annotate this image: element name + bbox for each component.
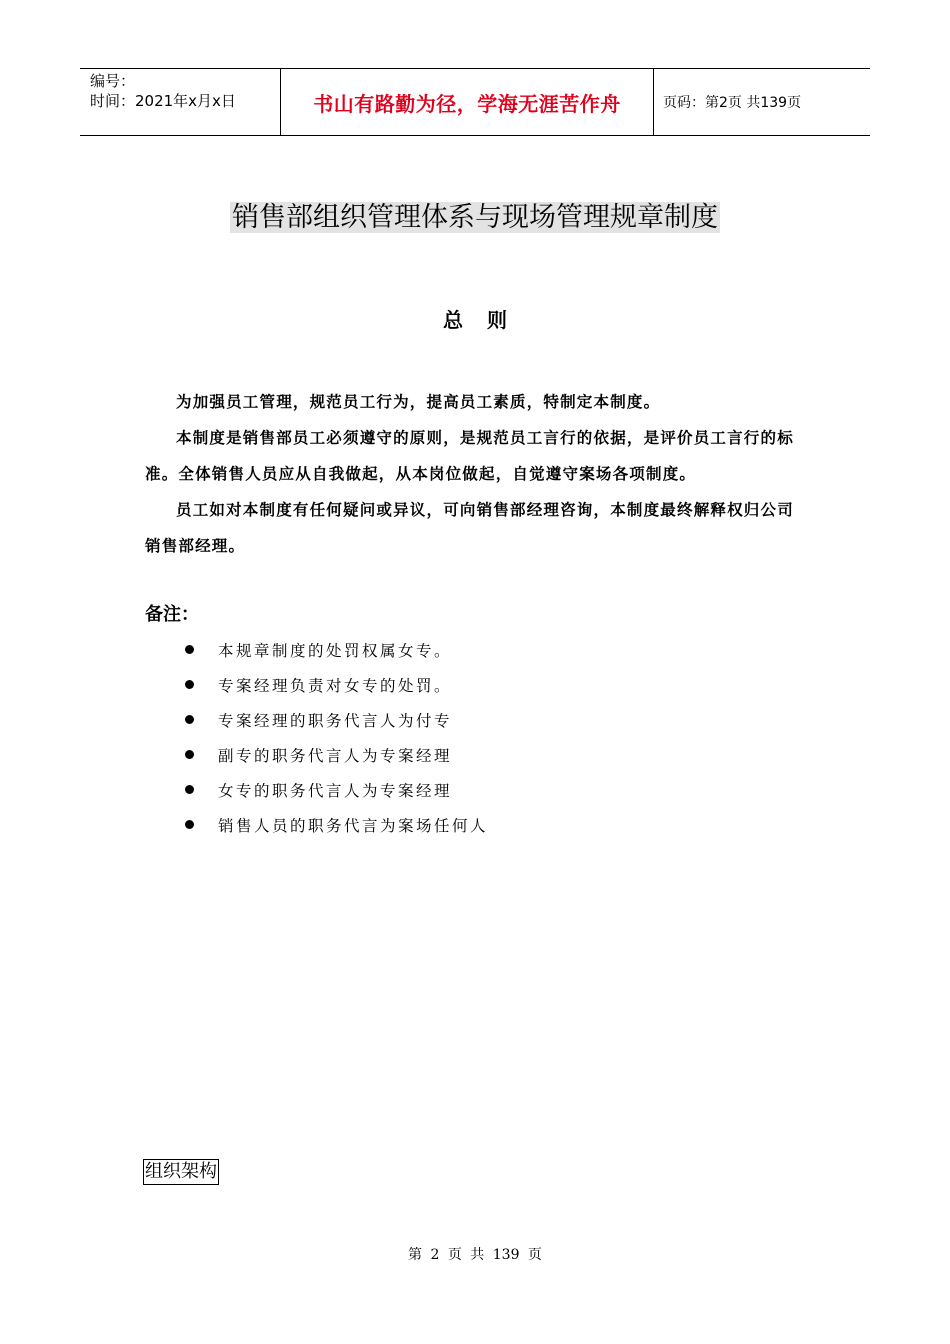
header-meta-cell — [80, 69, 281, 135]
header-motto: 书山有路勤为径，学海无涯苦作舟 — [281, 69, 654, 135]
list-item — [185, 667, 488, 702]
notes-label: 备注： — [145, 604, 199, 625]
date-label: 时间：2021年x月x日 — [90, 92, 236, 110]
bullet-icon — [185, 750, 194, 759]
note-text: 女专的职务代言人为专案经理 — [218, 781, 453, 800]
list-item — [185, 702, 488, 737]
paragraph-3: 员工如对本制度有任何疑问或异议，可向销售部经理咨询，本制度最终解释权归公司销售部经理。 — [145, 501, 794, 555]
org-structure-heading: 组织架构 — [143, 1159, 219, 1185]
paragraph-1: 为加强员工管理，规范员工行为，提高员工素质，特制定本制度。 — [176, 393, 661, 411]
bullet-icon — [185, 715, 194, 724]
note-text: 销售人员的职务代言为案场任何人 — [218, 816, 489, 835]
bullet-icon — [185, 645, 194, 654]
bullet-icon — [185, 820, 194, 829]
header-table — [80, 68, 870, 136]
list-item — [185, 632, 488, 667]
note-text: 专案经理负责对女专的处罚。 — [218, 676, 453, 695]
bullet-icon — [185, 785, 194, 794]
list-item — [185, 807, 488, 842]
page-footer: 第 2 页 共 139 页 — [408, 1247, 542, 1263]
list-item — [185, 772, 488, 807]
document-title-row — [0, 198, 950, 238]
header-page-info: 页码：第2页 共139页 — [663, 95, 802, 111]
paragraph-2: 本制度是销售部员工必须遵守的原则，是规范员工言行的依据，是评价员工言行的标准。全体销售人员应从自我做起，从本岗位做起，自觉遵守案场各项制度。 — [145, 429, 794, 483]
note-text: 副专的职务代言人为专案经理 — [218, 746, 453, 765]
list-item — [185, 737, 488, 772]
note-text: 本规章制度的处罚权属女专。 — [218, 641, 453, 660]
body-paragraphs — [145, 384, 810, 564]
note-text: 专案经理的职务代言人为付专 — [218, 711, 453, 730]
section-title: 总则 — [443, 308, 531, 332]
bullet-icon — [185, 680, 194, 689]
notes-list — [185, 632, 488, 842]
document-title: 销售部组织管理体系与现场管理规章制度 — [232, 202, 718, 233]
code-label: 编号： — [90, 72, 136, 90]
